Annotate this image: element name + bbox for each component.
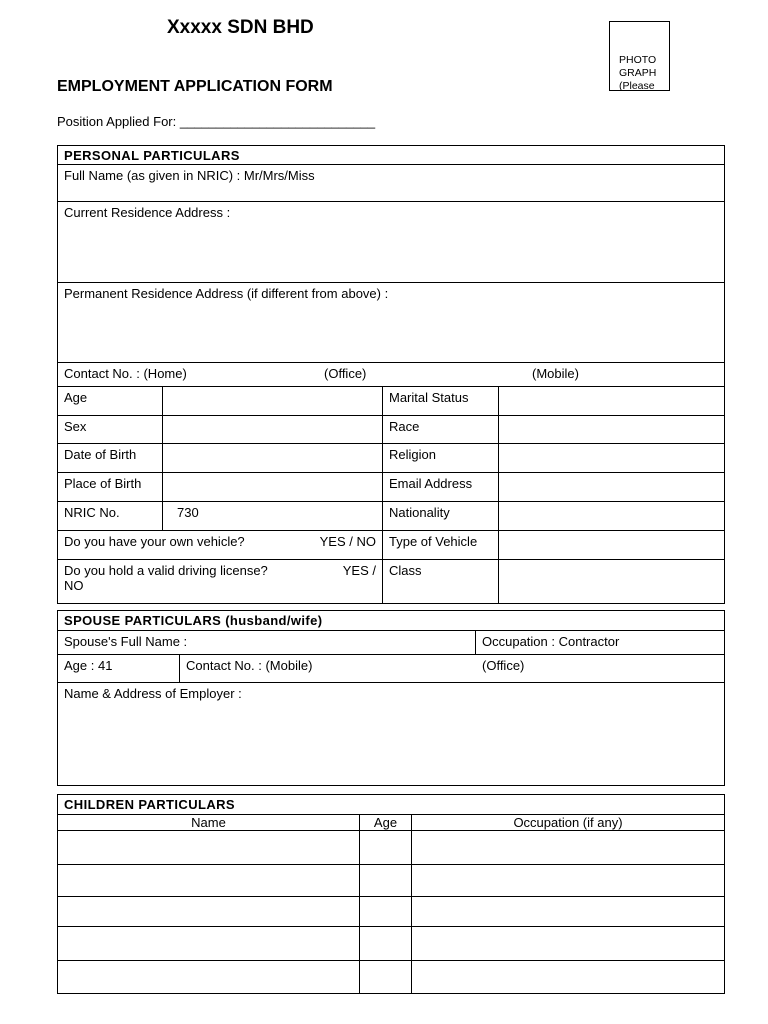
nationality-field[interactable] xyxy=(499,502,725,531)
full-name-field[interactable]: Full Name (as given in NRIC) : Mr/Mrs/Miss xyxy=(58,165,725,202)
dob-field[interactable] xyxy=(163,444,383,473)
spouse-age-field[interactable]: Age : 41 xyxy=(58,655,180,683)
child-age-field[interactable] xyxy=(360,865,412,897)
nationality-label: Nationality xyxy=(383,502,499,531)
personal-particulars-table xyxy=(57,145,725,604)
vehicle-question[interactable] xyxy=(58,531,383,560)
children-age-header: Age xyxy=(360,815,412,831)
child-occupation-field[interactable] xyxy=(412,961,725,994)
child-name-field[interactable] xyxy=(58,897,360,927)
position-applied-field[interactable]: Position Applied For: ___________________________ xyxy=(57,114,376,129)
spouse-contact-mobile-label: Contact No. : (Mobile) xyxy=(186,658,313,673)
pob-label: Place of Birth xyxy=(58,473,163,502)
age-field[interactable] xyxy=(163,387,383,416)
child-occupation-field[interactable] xyxy=(412,897,725,927)
child-name-field[interactable] xyxy=(58,961,360,994)
spouse-occupation-field[interactable]: Occupation : Contractor xyxy=(476,631,725,655)
current-address-field[interactable]: Current Residence Address : xyxy=(58,202,725,283)
spouse-contact-row[interactable] xyxy=(180,655,725,683)
child-age-field[interactable] xyxy=(360,897,412,927)
company-name: Xxxxx SDN BHD xyxy=(167,17,314,38)
dob-label: Date of Birth xyxy=(58,444,163,473)
table-row xyxy=(58,927,725,961)
table-row xyxy=(58,831,725,865)
children-occupation-header: Occupation (if any) xyxy=(412,815,725,831)
child-age-field[interactable] xyxy=(360,961,412,994)
spouse-section-title: SPOUSE PARTICULARS (husband/wife) xyxy=(58,611,725,631)
photograph-label: PHOTO GRAPH (Please xyxy=(619,54,657,91)
class-label: Class xyxy=(383,560,499,604)
sex-field[interactable] xyxy=(163,416,383,444)
child-name-field[interactable] xyxy=(58,865,360,897)
child-name-field[interactable] xyxy=(58,831,360,865)
sex-label: Sex xyxy=(58,416,163,444)
child-occupation-field[interactable] xyxy=(412,927,725,961)
vehicle-question-label: Do you have your own vehicle? xyxy=(64,534,245,549)
spouse-particulars-table xyxy=(57,610,725,786)
race-field[interactable] xyxy=(499,416,725,444)
nric-field[interactable]: 730 xyxy=(163,502,383,531)
spouse-contact-office-label: (Office) xyxy=(482,658,525,673)
contact-office-label: (Office) xyxy=(324,366,367,381)
license-question[interactable] xyxy=(58,560,383,604)
nric-label: NRIC No. xyxy=(58,502,163,531)
email-label: Email Address xyxy=(383,473,499,502)
contact-row[interactable] xyxy=(58,363,725,387)
vehicle-type-field[interactable] xyxy=(499,531,725,560)
permanent-address-field[interactable]: Permanent Residence Address (if different from above) : xyxy=(58,283,725,363)
license-no[interactable]: NO xyxy=(64,578,84,593)
vehicle-type-label: Type of Vehicle xyxy=(383,531,499,560)
photograph-box[interactable] xyxy=(609,21,670,91)
children-name-header: Name xyxy=(58,815,360,831)
age-label: Age xyxy=(58,387,163,416)
child-occupation-field[interactable] xyxy=(412,831,725,865)
contact-home-label: Contact No. : (Home) xyxy=(64,366,187,381)
class-field[interactable] xyxy=(499,560,725,604)
child-name-field[interactable] xyxy=(58,927,360,961)
contact-mobile-label: (Mobile) xyxy=(532,366,579,381)
child-age-field[interactable] xyxy=(360,927,412,961)
table-row xyxy=(58,865,725,897)
pob-field[interactable] xyxy=(163,473,383,502)
personal-section-title: PERSONAL PARTICULARS xyxy=(58,146,725,165)
children-section-title: CHILDREN PARTICULARS xyxy=(58,795,725,815)
email-field[interactable] xyxy=(499,473,725,502)
form-title: EMPLOYMENT APPLICATION FORM xyxy=(57,78,333,95)
table-row xyxy=(58,961,725,994)
license-yes[interactable]: YES / xyxy=(342,563,376,578)
marital-status-label: Marital Status xyxy=(383,387,499,416)
child-age-field[interactable] xyxy=(360,831,412,865)
table-row xyxy=(58,897,725,927)
spouse-name-field[interactable]: Spouse's Full Name : xyxy=(58,631,476,655)
vehicle-yes-no[interactable]: YES / NO xyxy=(319,534,376,549)
race-label: Race xyxy=(383,416,499,444)
children-particulars-table xyxy=(57,794,725,994)
license-question-label: Do you hold a valid driving license? xyxy=(64,563,268,578)
child-occupation-field[interactable] xyxy=(412,865,725,897)
religion-field[interactable] xyxy=(499,444,725,473)
marital-status-field[interactable] xyxy=(499,387,725,416)
religion-label: Religion xyxy=(383,444,499,473)
spouse-employer-field[interactable]: Name & Address of Employer : xyxy=(58,683,725,786)
